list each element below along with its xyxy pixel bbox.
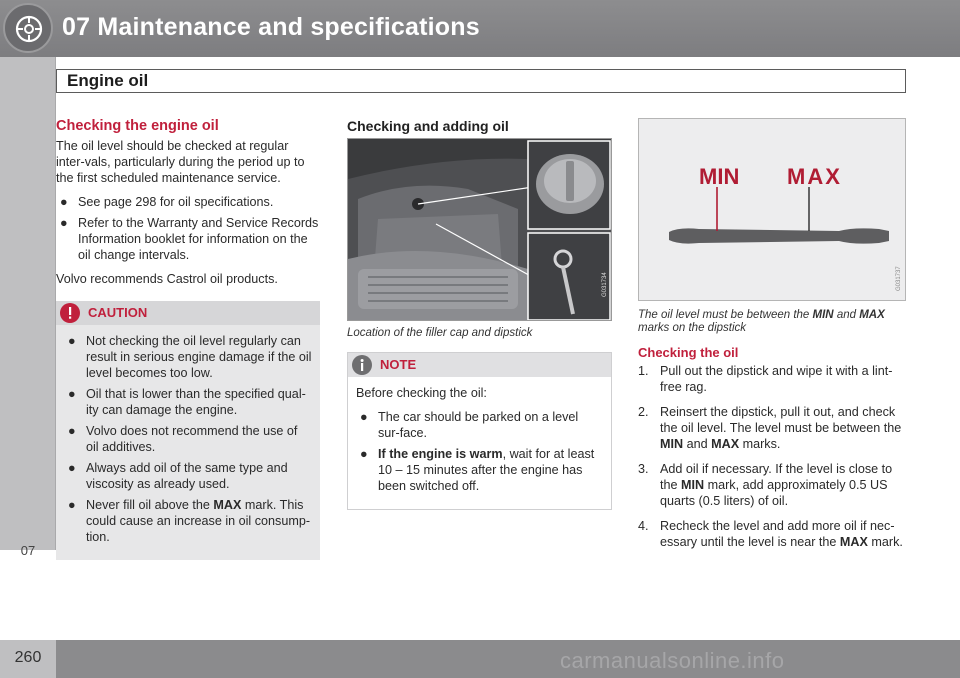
text-run: mark, add approximately 0.5 US quarts (0.5 liters) of oil. — [660, 478, 888, 508]
dipstick-min-label: MIN — [699, 164, 740, 189]
column-1 — [56, 118, 320, 560]
bullet-text: Refer to the Warranty and Service Records Information booklet for information on the oil change intervals. — [78, 216, 319, 262]
dipstick-max-label: MAX — [787, 164, 842, 189]
chapter-title: 07 Maintenance and specifications — [62, 13, 480, 41]
text-run: mark. This could cause an increase in oil consump-tion. — [86, 498, 311, 544]
note-intro: Before checking the oil: — [356, 386, 487, 400]
page-footer — [0, 640, 960, 678]
step-text — [660, 405, 901, 451]
text-run: and — [683, 437, 712, 451]
max-bold: MAX — [711, 437, 740, 451]
bullet-dot: ● — [68, 498, 76, 512]
min-bold: MIN — [681, 478, 705, 492]
side-tab — [0, 57, 56, 558]
steps-list — [638, 363, 906, 550]
list-item — [64, 423, 312, 455]
list-item — [638, 461, 906, 509]
note-header — [348, 353, 611, 377]
caution-text: Always add oil of the same type and viscosity as already used. — [86, 461, 288, 491]
caution-label: CAUTION — [88, 305, 148, 320]
text-run: marks. — [739, 437, 781, 451]
text-run: , wait for at least 10 – 15 minutes after the engine has been switched off. — [378, 447, 595, 493]
engine-bay-photo — [347, 138, 612, 321]
heading-checking-the-oil: Checking the oil — [638, 345, 739, 360]
list-item — [638, 518, 906, 550]
section-title: Engine oil — [67, 71, 149, 90]
text-run: The oil level must be between the — [638, 309, 813, 321]
note-list — [356, 409, 603, 494]
max-bold: MAX — [859, 309, 885, 321]
dipstick-caption — [638, 309, 906, 335]
heading-checking-engine-oil: Checking the engine oil — [56, 118, 219, 134]
column-3 — [638, 118, 906, 559]
caution-icon — [60, 303, 80, 323]
note-box — [347, 352, 612, 510]
side-tab-number: 07 — [20, 543, 36, 558]
text-run: and — [833, 309, 860, 321]
text-run: mark. — [867, 535, 903, 549]
list-item — [64, 386, 312, 418]
list-item — [356, 446, 603, 494]
note-label: NOTE — [380, 357, 417, 372]
chapter-header — [0, 0, 960, 57]
text-run: Reinsert the dipstick, pull it out, and check the oil level. The level must be between the — [660, 405, 902, 435]
text-run: marks on the dipstick — [638, 322, 747, 334]
caution-text — [86, 498, 310, 544]
bullet-dot: ● — [60, 195, 68, 209]
step-number: 2. — [638, 405, 649, 419]
heading-checking-adding-oil: Checking and adding oil — [347, 118, 509, 134]
bullet-dot: ● — [68, 424, 76, 438]
step-text: Pull out the dipstick and wipe it with a lint-free rag. — [660, 364, 893, 394]
list-item — [356, 409, 603, 441]
photo-caption: Location of the filler cap and dipstick — [347, 327, 533, 339]
bullet-dot: ● — [360, 410, 368, 424]
caution-text: Volvo does not recommend the use of oil additives. — [86, 424, 298, 454]
dipstick-illustration — [638, 118, 906, 301]
caution-text: Not checking the oil level regularly can result in serious engine damage if the oil level becomes too low. — [86, 334, 312, 380]
list-item — [638, 404, 906, 452]
bullet-text: See page 298 for oil specifications. — [78, 195, 274, 209]
list-item — [64, 497, 312, 545]
intro-text: The oil level should be checked at regular inter-vals, particularly during the period up to the first scheduled maintenance service. — [56, 139, 305, 185]
step-text — [660, 519, 903, 549]
bullet-dot: ● — [68, 461, 76, 475]
caution-list — [64, 333, 312, 545]
dipstick-drawing — [639, 119, 906, 301]
page-number: 260 — [14, 649, 42, 666]
warm-engine-bold: If the engine is warm — [378, 447, 503, 461]
min-bold: MIN — [660, 437, 684, 451]
section-bar — [56, 69, 906, 93]
max-bold: MAX — [213, 498, 242, 512]
bullet-dot: ● — [60, 216, 68, 230]
min-bold: MIN — [812, 309, 834, 321]
note-text: The car should be parked on a level sur-face. — [378, 410, 579, 440]
maintenance-icon — [3, 3, 53, 53]
step-number: 4. — [638, 519, 649, 533]
list-item — [638, 363, 906, 395]
photo-code: G031734 — [602, 272, 608, 297]
info-icon — [352, 355, 372, 375]
spec-bullets — [56, 194, 320, 263]
bullet-dot: ● — [68, 387, 76, 401]
text-run: Recheck the level and add more oil if nec-essary until the level is near the — [660, 519, 895, 549]
step-text — [660, 462, 892, 508]
engine-bay-illustration — [348, 139, 612, 321]
list-item — [64, 460, 312, 492]
watermark: carmanualsonline.info — [560, 648, 785, 673]
recommend-text: Volvo recommends Castrol oil products. — [56, 272, 278, 286]
step-number: 3. — [638, 462, 649, 476]
dipstick-code: G031737 — [896, 266, 902, 291]
list-item — [64, 333, 312, 381]
caution-box — [56, 301, 320, 560]
step-number: 1. — [638, 364, 649, 378]
bullet-dot: ● — [68, 334, 76, 348]
list-item — [56, 215, 320, 263]
text-run: Add oil if necessary. If the level is close to the — [660, 462, 893, 492]
bullet-dot: ● — [360, 447, 368, 461]
column-2 — [347, 118, 612, 510]
note-text — [378, 447, 594, 493]
max-bold: MAX — [839, 535, 868, 549]
caution-header — [56, 301, 320, 325]
caution-text: Oil that is lower than the specified qual-ity can damage the engine. — [86, 387, 306, 417]
text-run: Never fill oil above the — [86, 498, 214, 512]
list-item — [56, 194, 320, 210]
